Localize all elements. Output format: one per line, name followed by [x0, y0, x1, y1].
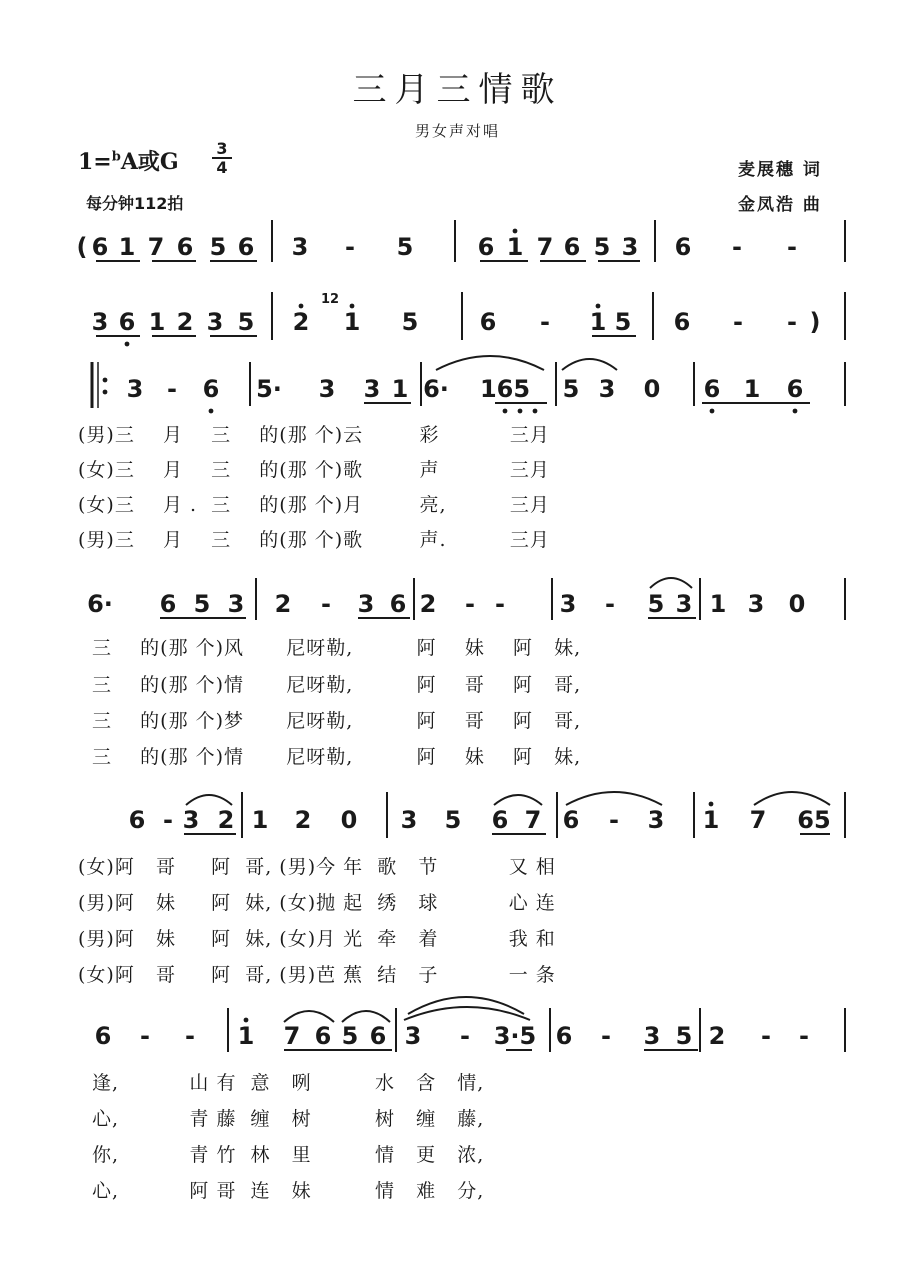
note: 7	[147, 233, 165, 261]
dash-mark: -	[761, 1022, 771, 1050]
note: 6	[674, 233, 692, 261]
note: 6	[555, 1022, 573, 1050]
high-octave-dot	[350, 304, 355, 309]
note: 3	[675, 590, 693, 618]
note: 7	[536, 233, 554, 261]
high-octave-dot	[244, 1018, 249, 1023]
note: 1	[702, 806, 720, 834]
note: 3	[647, 806, 665, 834]
note: 3	[643, 1022, 661, 1050]
note: 5	[562, 375, 580, 403]
slur	[404, 1007, 530, 1020]
slur	[562, 359, 617, 370]
note: 6	[91, 233, 109, 261]
dash-mark: -	[185, 1022, 195, 1050]
note: 6	[314, 1022, 332, 1050]
dash-mark: -	[163, 806, 173, 834]
note: 5	[647, 590, 665, 618]
note: 1	[743, 375, 761, 403]
dash-mark: -	[609, 806, 619, 834]
note: 3	[559, 590, 577, 618]
low-octave-dot	[503, 409, 508, 414]
lyric-line5-verse3: (男)阿 妹 阿 妹, (女)月 光 牵 着 我 和	[78, 928, 556, 950]
note: 6	[94, 1022, 112, 1050]
note: 5	[401, 308, 419, 336]
note: 6·	[87, 590, 113, 618]
note: 5	[396, 233, 414, 261]
note: 3	[363, 375, 381, 403]
note: 6	[237, 233, 255, 261]
note: 2	[217, 806, 235, 834]
note: 0	[643, 375, 661, 403]
note: 2	[292, 308, 310, 336]
paren-mark: )	[809, 308, 821, 336]
note: 5	[193, 590, 211, 618]
dash-mark: -	[787, 308, 797, 336]
paren-mark: (	[76, 233, 88, 261]
note: 6	[563, 233, 581, 261]
note: 6	[703, 375, 721, 403]
note: 3	[621, 233, 639, 261]
note: 5	[444, 806, 462, 834]
dash-mark: -	[167, 375, 177, 403]
grace-notes: 12	[320, 292, 340, 307]
note: 2	[294, 806, 312, 834]
note: 165	[479, 375, 531, 403]
lyric-line6-verse3: 你, 青 竹 林 里 情 更 浓,	[92, 1144, 485, 1166]
note: 1	[709, 590, 727, 618]
lyric-line4-verse1: 三 的(那 个)风 尼呀勒, 阿 妹 阿 妹,	[92, 637, 582, 659]
note: 3	[400, 806, 418, 834]
key-rest: A或G	[120, 149, 179, 175]
note: 3	[318, 375, 336, 403]
note: 3	[182, 806, 200, 834]
low-octave-dot	[125, 342, 130, 347]
note: 1	[589, 308, 607, 336]
note: 6	[176, 233, 194, 261]
dash-mark: -	[321, 590, 331, 618]
dash-mark: -	[787, 233, 797, 261]
composer-credit: 金凤浩 曲	[738, 195, 822, 215]
note: 3	[357, 590, 375, 618]
note: 1	[251, 806, 269, 834]
lyric-line5-verse1: (女)阿 哥 阿 哥, (男)今 年 歌 节 又 相	[78, 856, 556, 878]
note: 7	[283, 1022, 301, 1050]
slur	[754, 792, 830, 805]
key-flat: b	[111, 149, 121, 165]
high-octave-dot	[299, 304, 304, 309]
slur	[494, 795, 542, 805]
slur	[186, 795, 232, 805]
dash-mark: -	[465, 590, 475, 618]
low-octave-dot	[710, 409, 715, 414]
lyric-line3-verse4: (男)三 月 三 的(那 个)歌 声. 三月	[78, 529, 550, 551]
note: 1	[343, 308, 361, 336]
dash-mark: -	[799, 1022, 809, 1050]
dash-mark: -	[495, 590, 505, 618]
note: 6	[118, 308, 136, 336]
slur	[284, 1011, 334, 1022]
lyric-line4-verse2: 三 的(那 个)情 尼呀勒, 阿 哥 阿 哥,	[92, 674, 582, 696]
dash-mark: -	[605, 590, 615, 618]
note: 0	[788, 590, 806, 618]
low-octave-dot	[793, 409, 798, 414]
note: 6	[128, 806, 146, 834]
slur	[436, 356, 544, 370]
lyric-line6-verse4: 心, 阿 哥 连 妹 情 难 分,	[92, 1180, 485, 1202]
low-octave-dot	[209, 409, 214, 414]
note: 6	[673, 308, 691, 336]
note: 3	[404, 1022, 422, 1050]
high-octave-dot	[596, 304, 601, 309]
lyric-line6-verse1: 逢, 山 有 意 咧 水 含 情,	[92, 1072, 485, 1094]
dash-mark: -	[732, 233, 742, 261]
dash-mark: -	[140, 1022, 150, 1050]
note: 5	[614, 308, 632, 336]
note: 5	[341, 1022, 359, 1050]
note: 6	[479, 308, 497, 336]
high-octave-dot	[709, 802, 714, 807]
tempo-marking: 每分钟112拍	[86, 194, 184, 213]
time-sig-bottom: 4	[216, 158, 228, 177]
dash-mark: -	[345, 233, 355, 261]
note: 5	[675, 1022, 693, 1050]
note: 1	[148, 308, 166, 336]
note: 0	[340, 806, 358, 834]
key-prefix: 1=	[78, 149, 112, 175]
high-octave-dot	[513, 229, 518, 234]
dash-mark: -	[540, 308, 550, 336]
note: 6	[491, 806, 509, 834]
lyricist-credit: 麦展穗 词	[738, 160, 822, 180]
low-octave-dot	[518, 409, 523, 414]
note: 7	[524, 806, 542, 834]
note: 3	[126, 375, 144, 403]
note: 3	[598, 375, 616, 403]
song-title: 三月三情歌	[352, 70, 563, 110]
note: 65	[797, 806, 831, 834]
note: 2	[176, 308, 194, 336]
slur	[650, 578, 692, 588]
note: 6	[477, 233, 495, 261]
lyric-line3-verse3: (女)三 月 . 三 的(那 个)月 亮, 三月	[78, 494, 550, 516]
note: 3	[91, 308, 109, 336]
note: 2	[708, 1022, 726, 1050]
note: 5	[593, 233, 611, 261]
note: 3	[227, 590, 245, 618]
note: 7	[749, 806, 767, 834]
dash-mark: -	[601, 1022, 611, 1050]
note: 2	[274, 590, 292, 618]
note: 3·5	[493, 1022, 537, 1050]
low-octave-dot	[533, 409, 538, 414]
note: 6	[202, 375, 220, 403]
note: 6	[369, 1022, 387, 1050]
note: 6·	[423, 375, 449, 403]
note: 5	[237, 308, 255, 336]
repeat-dot	[103, 378, 108, 383]
lyric-line4-verse3: 三 的(那 个)梦 尼呀勒, 阿 哥 阿 哥,	[92, 710, 582, 732]
slur	[566, 792, 662, 805]
note: 1	[237, 1022, 255, 1050]
note: 5	[209, 233, 227, 261]
note: 3	[291, 233, 309, 261]
repeat-dot	[103, 390, 108, 395]
dash-mark: -	[460, 1022, 470, 1050]
note: 2	[419, 590, 437, 618]
note: 6	[786, 375, 804, 403]
lyric-line6-verse2: 心, 青 藤 缠 树 树 缠 藤,	[92, 1108, 485, 1130]
dash-mark: -	[733, 308, 743, 336]
note: 5·	[256, 375, 282, 403]
note: 1	[391, 375, 409, 403]
lyric-line5-verse4: (女)阿 哥 阿 哥, (男)芭 蕉 结 子 一 条	[78, 964, 556, 986]
slur	[342, 1011, 390, 1022]
time-sig-top: 3	[216, 139, 228, 158]
note: 1	[506, 233, 524, 261]
lyric-line4-verse4: 三 的(那 个)情 尼呀勒, 阿 妹 阿 妹,	[92, 746, 582, 768]
note: 1	[118, 233, 136, 261]
song-subtitle: 男女声对唱	[414, 122, 500, 140]
note: 3	[206, 308, 224, 336]
note: 6	[389, 590, 407, 618]
lyric-line3-verse2: (女)三 月 三 的(那 个)歌 声 三月	[78, 459, 550, 481]
note: 6	[562, 806, 580, 834]
note: 3	[747, 590, 765, 618]
lyric-line5-verse2: (男)阿 妹 阿 妹, (女)抛 起 绣 球 心 连	[78, 892, 556, 914]
lyric-line3-verse1: (男)三 月 三 的(那 个)云 彩 三月	[78, 424, 550, 446]
note: 6	[159, 590, 177, 618]
